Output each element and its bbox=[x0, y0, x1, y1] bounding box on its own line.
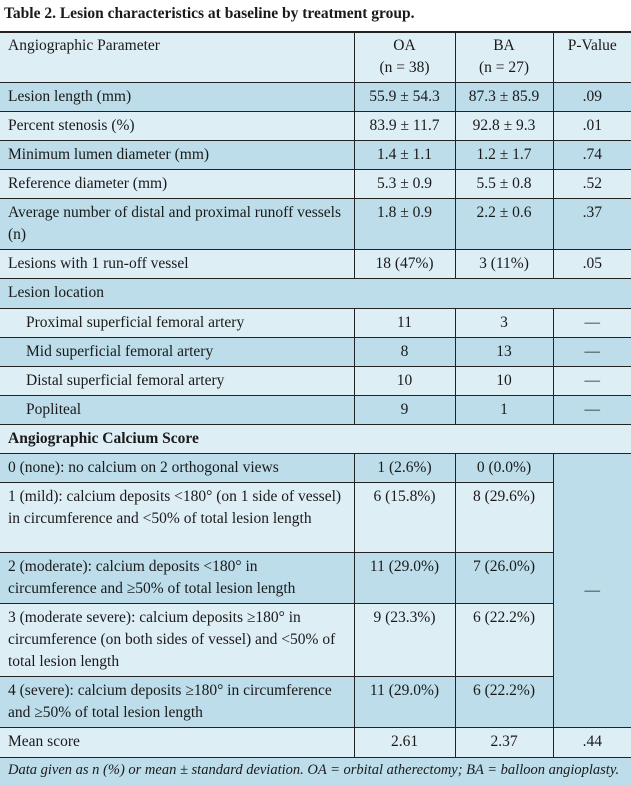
ba-value: 1 bbox=[455, 396, 553, 425]
header-ba-label: BA bbox=[493, 37, 515, 54]
p-value: — bbox=[553, 309, 631, 338]
table-row bbox=[0, 454, 631, 483]
header-oa-n: (n = 38) bbox=[379, 59, 430, 76]
ba-value: 8 (29.6%) bbox=[455, 483, 553, 553]
header-ba-n: (n = 27) bbox=[478, 59, 530, 76]
table-row bbox=[0, 604, 631, 677]
oa-value: 11 bbox=[354, 309, 455, 338]
table-row bbox=[0, 483, 631, 553]
table-row bbox=[0, 677, 631, 728]
table-row bbox=[0, 553, 631, 604]
ba-value: 10 bbox=[455, 367, 553, 396]
oa-value: 1 (2.6%) bbox=[354, 454, 455, 483]
row-label: Distal superficial femoral artery bbox=[0, 367, 354, 396]
row-label: Percent stenosis (%) bbox=[0, 112, 354, 141]
row-label: Proximal superficial femoral artery bbox=[0, 309, 354, 338]
row-label: Average number of distal and proximal runoff vessels (n) bbox=[0, 199, 354, 250]
row-label: Lesions with 1 run-off vessel bbox=[0, 250, 354, 279]
header-row bbox=[0, 32, 631, 83]
oa-value: 55.9 ± 54.3 bbox=[354, 83, 455, 112]
oa-value: 1.4 ± 1.1 bbox=[354, 141, 455, 170]
p-value: .01 bbox=[553, 112, 631, 141]
row-label: Lesion length (mm) bbox=[0, 83, 354, 112]
row-label: Popliteal bbox=[0, 396, 354, 425]
header-oa bbox=[354, 32, 455, 83]
p-value: — bbox=[553, 338, 631, 367]
oa-value: 11 (29.0%) bbox=[354, 677, 455, 728]
oa-value: 83.9 ± 11.7 bbox=[354, 112, 455, 141]
mean-score-row bbox=[0, 728, 631, 758]
table-row bbox=[0, 141, 631, 170]
row-label: Reference diameter (mm) bbox=[0, 170, 354, 199]
table-row bbox=[0, 309, 631, 338]
table-row bbox=[0, 396, 631, 425]
p-value: — bbox=[553, 454, 631, 728]
section-heading-row bbox=[0, 425, 631, 454]
p-value: .37 bbox=[553, 199, 631, 250]
row-label: 0 (none): no calcium on 2 orthogonal views bbox=[0, 454, 354, 483]
ba-value: 2.37 bbox=[455, 728, 553, 758]
table-title: Table 2. Lesion characteristics at baseline by treatment group. bbox=[4, 5, 415, 22]
ba-value: 1.2 ± 1.7 bbox=[455, 141, 553, 170]
p-value: — bbox=[553, 396, 631, 425]
table-row bbox=[0, 170, 631, 199]
header-ba bbox=[455, 32, 553, 83]
p-value: — bbox=[553, 367, 631, 396]
ba-value: 6 (22.2%) bbox=[455, 677, 553, 728]
row-label: 2 (moderate): calcium deposits <180° in circumference and ≥50% of total lesion length bbox=[0, 553, 354, 604]
oa-value: 2.61 bbox=[354, 728, 455, 758]
oa-value: 9 bbox=[354, 396, 455, 425]
table-row bbox=[0, 112, 631, 141]
oa-value: 5.3 ± 0.9 bbox=[354, 170, 455, 199]
ba-value: 2.2 ± 0.6 bbox=[455, 199, 553, 250]
footnote-row bbox=[0, 758, 631, 785]
ba-value: 87.3 ± 85.9 bbox=[455, 83, 553, 112]
ba-value: 0 (0.0%) bbox=[455, 454, 553, 483]
p-value: .52 bbox=[553, 170, 631, 199]
oa-value: 9 (23.3%) bbox=[354, 604, 455, 677]
header-p-value: P-Value bbox=[553, 32, 631, 83]
lesion-location-heading: Lesion location bbox=[0, 279, 631, 309]
oa-value: 11 (29.0%) bbox=[354, 553, 455, 604]
ba-value: 92.8 ± 9.3 bbox=[455, 112, 553, 141]
oa-value: 8 bbox=[354, 338, 455, 367]
oa-value: 6 (15.8%) bbox=[354, 483, 455, 553]
row-label: Mean score bbox=[0, 728, 354, 758]
p-value: .74 bbox=[553, 141, 631, 170]
row-label: Minimum lumen diameter (mm) bbox=[0, 141, 354, 170]
oa-value: 18 (47%) bbox=[354, 250, 455, 279]
header-parameter: Angiographic Parameter bbox=[0, 32, 354, 83]
ba-value: 3 (11%) bbox=[455, 250, 553, 279]
ba-value: 5.5 ± 0.8 bbox=[455, 170, 553, 199]
calcium-score-heading: Angiographic Calcium Score bbox=[0, 425, 631, 454]
row-label: 4 (severe): calcium deposits ≥180° in circumference and ≥50% of total lesion length bbox=[0, 677, 354, 728]
ba-value: 13 bbox=[455, 338, 553, 367]
table-row bbox=[0, 338, 631, 367]
oa-value: 10 bbox=[354, 367, 455, 396]
oa-value: 1.8 ± 0.9 bbox=[354, 199, 455, 250]
table-row bbox=[0, 83, 631, 112]
table-row bbox=[0, 250, 631, 279]
ba-value: 6 (22.2%) bbox=[455, 604, 553, 677]
row-label: 1 (mild): calcium deposits <180° (on 1 side of vessel) in circumference and <50% of total lesion length bbox=[0, 483, 354, 553]
row-label: 3 (moderate severe): calcium deposits ≥180° in circumference (on both sides of vessel) and <50% of total lesion length bbox=[0, 604, 354, 677]
header-oa-label: OA bbox=[393, 37, 416, 54]
table-row bbox=[0, 367, 631, 396]
p-value: .44 bbox=[553, 728, 631, 758]
lesion-characteristics-table bbox=[0, 31, 631, 785]
section-heading-row bbox=[0, 279, 631, 309]
p-value: .05 bbox=[553, 250, 631, 279]
ba-value: 3 bbox=[455, 309, 553, 338]
ba-value: 7 (26.0%) bbox=[455, 553, 553, 604]
table-footnote: Data given as n (%) or mean ± standard deviation. OA = orbital atherectomy; BA = balloon angioplasty. bbox=[0, 758, 631, 785]
table-row bbox=[0, 199, 631, 250]
row-label: Mid superficial femoral artery bbox=[0, 338, 354, 367]
p-value: .09 bbox=[553, 83, 631, 112]
